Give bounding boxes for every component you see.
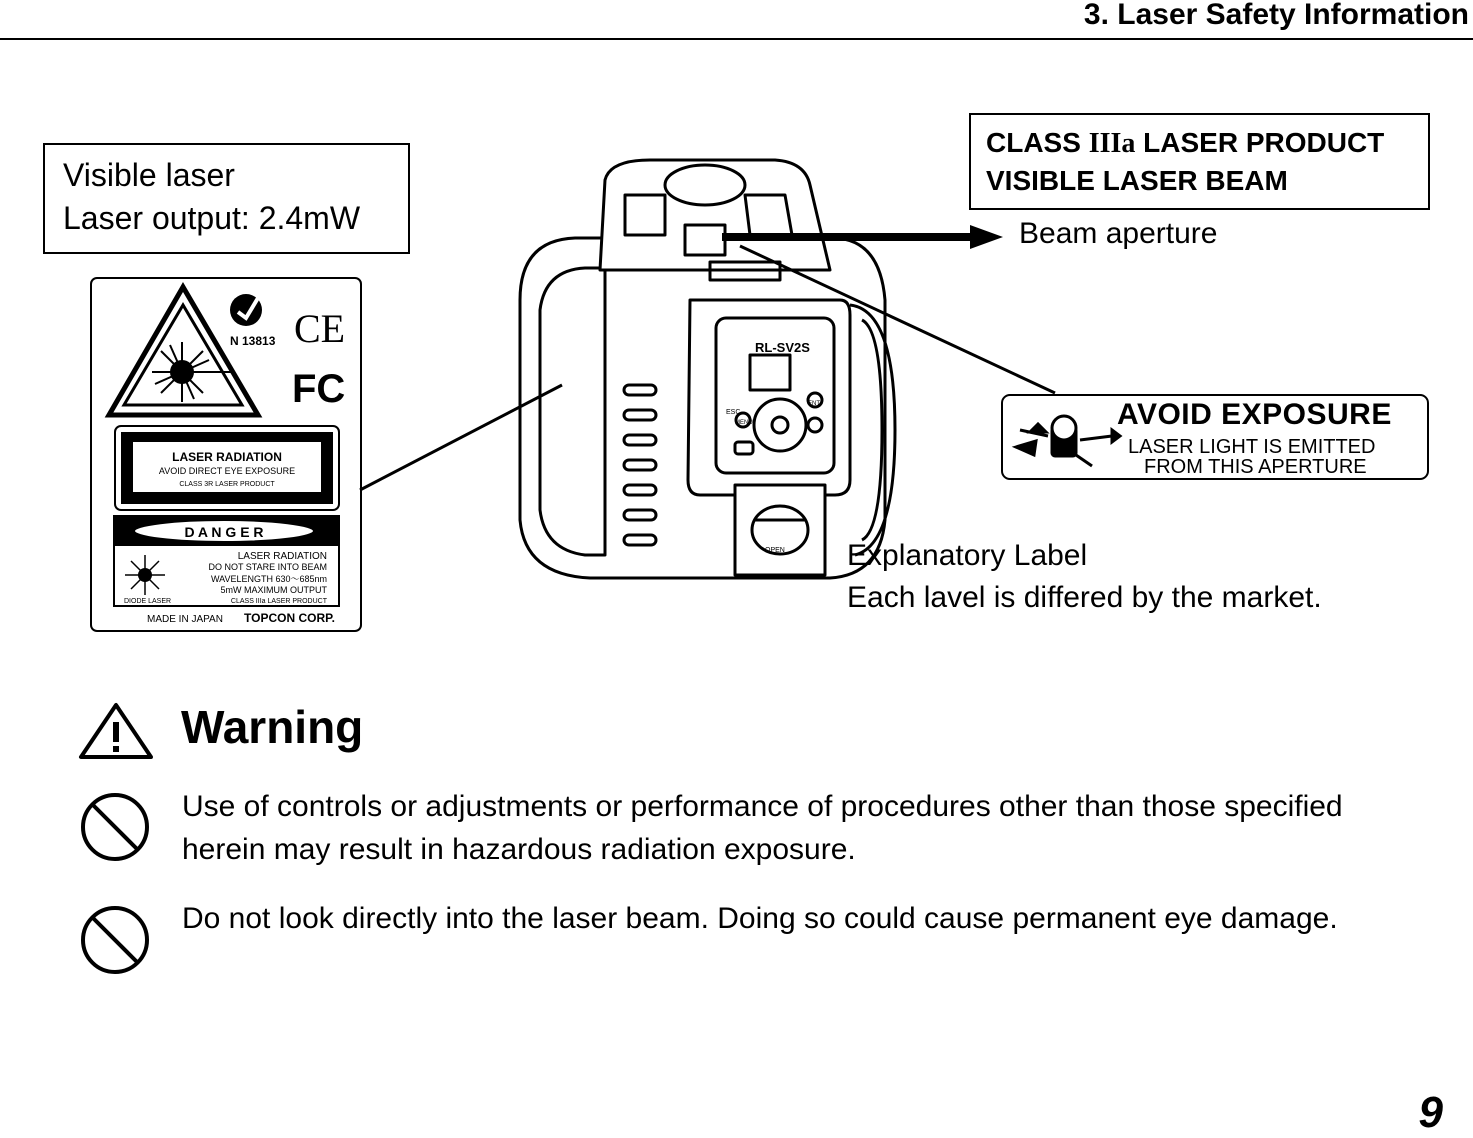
radiation-line1: AVOID DIRECT EYE EXPOSURE xyxy=(158,466,296,476)
danger-line2: DO NOT STARE INTO BEAM xyxy=(208,562,327,572)
warning-triangle-icon xyxy=(81,705,151,757)
danger-line5: CLASS IIIa LASER PRODUCT xyxy=(230,598,327,605)
section-title: 3. Laser Safety Information xyxy=(1083,0,1469,31)
radiation-line2: CLASS 3R LASER PRODUCT xyxy=(179,481,275,488)
danger-line1: LASER RADIATION xyxy=(237,551,327,562)
beam-aperture-callout: Beam aperture xyxy=(1019,217,1218,250)
class-roman: IIIa xyxy=(1088,128,1136,159)
radiation-title: LASER RADIATION xyxy=(172,450,282,464)
visible-laser-line1: Visible laser xyxy=(63,157,235,193)
warning-item-1: Use of controls or adjustments or performance of procedures other than those specified herein may result in hazardous radiation exposure. xyxy=(182,790,1343,866)
warning-item-2: Do not look directly into the laser beam. Doing so could cause permanent eye damage. xyxy=(182,902,1338,935)
maker-text: TOPCON CORP. xyxy=(244,611,335,625)
device-ent-label: ENT xyxy=(808,401,820,407)
class-line2: VISIBLE LASER BEAM xyxy=(986,165,1288,196)
diode-laser-text: DIODE LASER xyxy=(124,598,172,605)
explanatory-line1: Explanatory Label xyxy=(847,539,1088,572)
warning-title: Warning xyxy=(181,701,364,753)
cert-number: N 13813 xyxy=(230,334,276,348)
danger-line3: WAVELENGTH 630～685nm xyxy=(210,574,327,584)
prohibition-icon xyxy=(83,908,147,972)
avoid-exposure-title: AVOID EXPOSURE xyxy=(1117,398,1392,431)
made-in-text: MADE IN JAPAN xyxy=(147,614,223,625)
page-number: 9 xyxy=(1418,1088,1443,1137)
class-prefix: CLASS xyxy=(986,127,1089,158)
device-esc-label: ESC xyxy=(726,409,741,416)
avoid-exposure-line2: FROM THIS APERTURE xyxy=(1144,456,1367,478)
explanatory-line2: Each lavel is differed by the market. xyxy=(847,581,1322,614)
device-model-label: RL-SV2S xyxy=(755,340,810,355)
prohibition-icon xyxy=(83,795,147,859)
fcc-mark: FC xyxy=(292,367,346,411)
danger-line4: 5mW MAXIMUM OUTPUT xyxy=(220,585,327,595)
ce-mark: CE xyxy=(294,306,346,351)
danger-heading: D A N G E R xyxy=(184,524,264,540)
device-open-label: OPEN xyxy=(765,547,785,554)
class-suffix: LASER PRODUCT xyxy=(1135,127,1385,158)
device-menu-label: MENU xyxy=(735,420,753,426)
avoid-exposure-line1: LASER LIGHT IS EMITTED xyxy=(1128,436,1376,458)
visible-laser-line2: Laser output: 2.4mW xyxy=(63,200,361,236)
